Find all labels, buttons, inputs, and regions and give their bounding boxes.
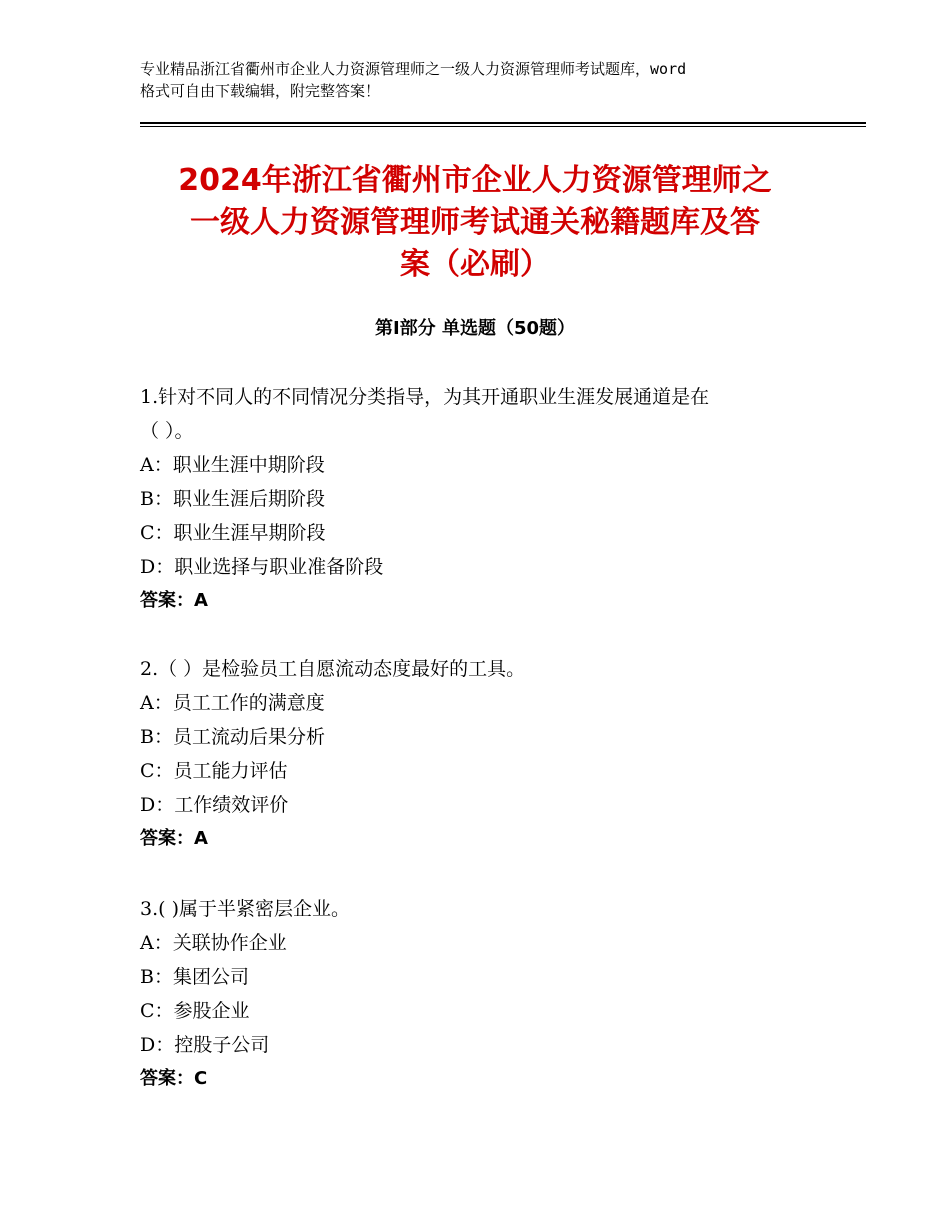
answer: 答案：A <box>140 590 208 611</box>
option-c: C：职业生涯早期阶段 <box>140 522 326 544</box>
option-a: A：关联协作企业 <box>140 932 287 954</box>
question-stem: 3.( )属于半紧密层企业。 <box>140 898 350 920</box>
option-d: D：职业选择与职业准备阶段 <box>140 556 384 578</box>
option-b: B：集团公司 <box>140 966 249 988</box>
option-c: C：参股企业 <box>140 1000 250 1022</box>
answer: 答案：C <box>140 1068 208 1089</box>
header-note-line-2: 格式可自由下载编辑，附完整答案！ <box>140 82 381 100</box>
header-divider-thin <box>140 126 866 127</box>
question-1 <box>140 380 830 618</box>
document-title <box>130 160 820 286</box>
answer: 答案：A <box>140 828 208 849</box>
header-note-line-1: 专业精品浙江省衢州市企业人力资源管理师之一级人力资源管理师考试题库，word <box>140 60 687 78</box>
question-stem-continued: （ ）。 <box>140 420 194 442</box>
question-3 <box>140 892 830 1096</box>
title-line-1: 2024年浙江省衢州市企业人力资源管理师之 <box>178 163 772 198</box>
section-heading: 第Ⅰ部分 单选题（50题） <box>374 318 575 339</box>
option-d: D：工作绩效评价 <box>140 794 289 816</box>
option-b: B：员工流动后果分析 <box>140 726 325 748</box>
option-c: C：员工能力评估 <box>140 760 288 782</box>
header-divider-thick <box>140 122 866 124</box>
option-a: A：职业生涯中期阶段 <box>140 454 325 476</box>
option-a: A：员工工作的满意度 <box>140 692 325 714</box>
question-stem: 1.针对不同人的不同情况分类指导，为其开通职业生涯发展通道是在 <box>140 386 710 408</box>
document-header-note <box>140 58 830 102</box>
option-d: D：控股子公司 <box>140 1034 270 1056</box>
question-stem: 2.（ ）是检验员工自愿流动态度最好的工具。 <box>140 658 526 680</box>
title-line-3: 案（必刷） <box>400 247 550 282</box>
title-line-2: 一级人力资源管理师考试通关秘籍题库及答 <box>190 205 760 240</box>
option-b: B：职业生涯后期阶段 <box>140 488 325 510</box>
question-2 <box>140 652 830 856</box>
